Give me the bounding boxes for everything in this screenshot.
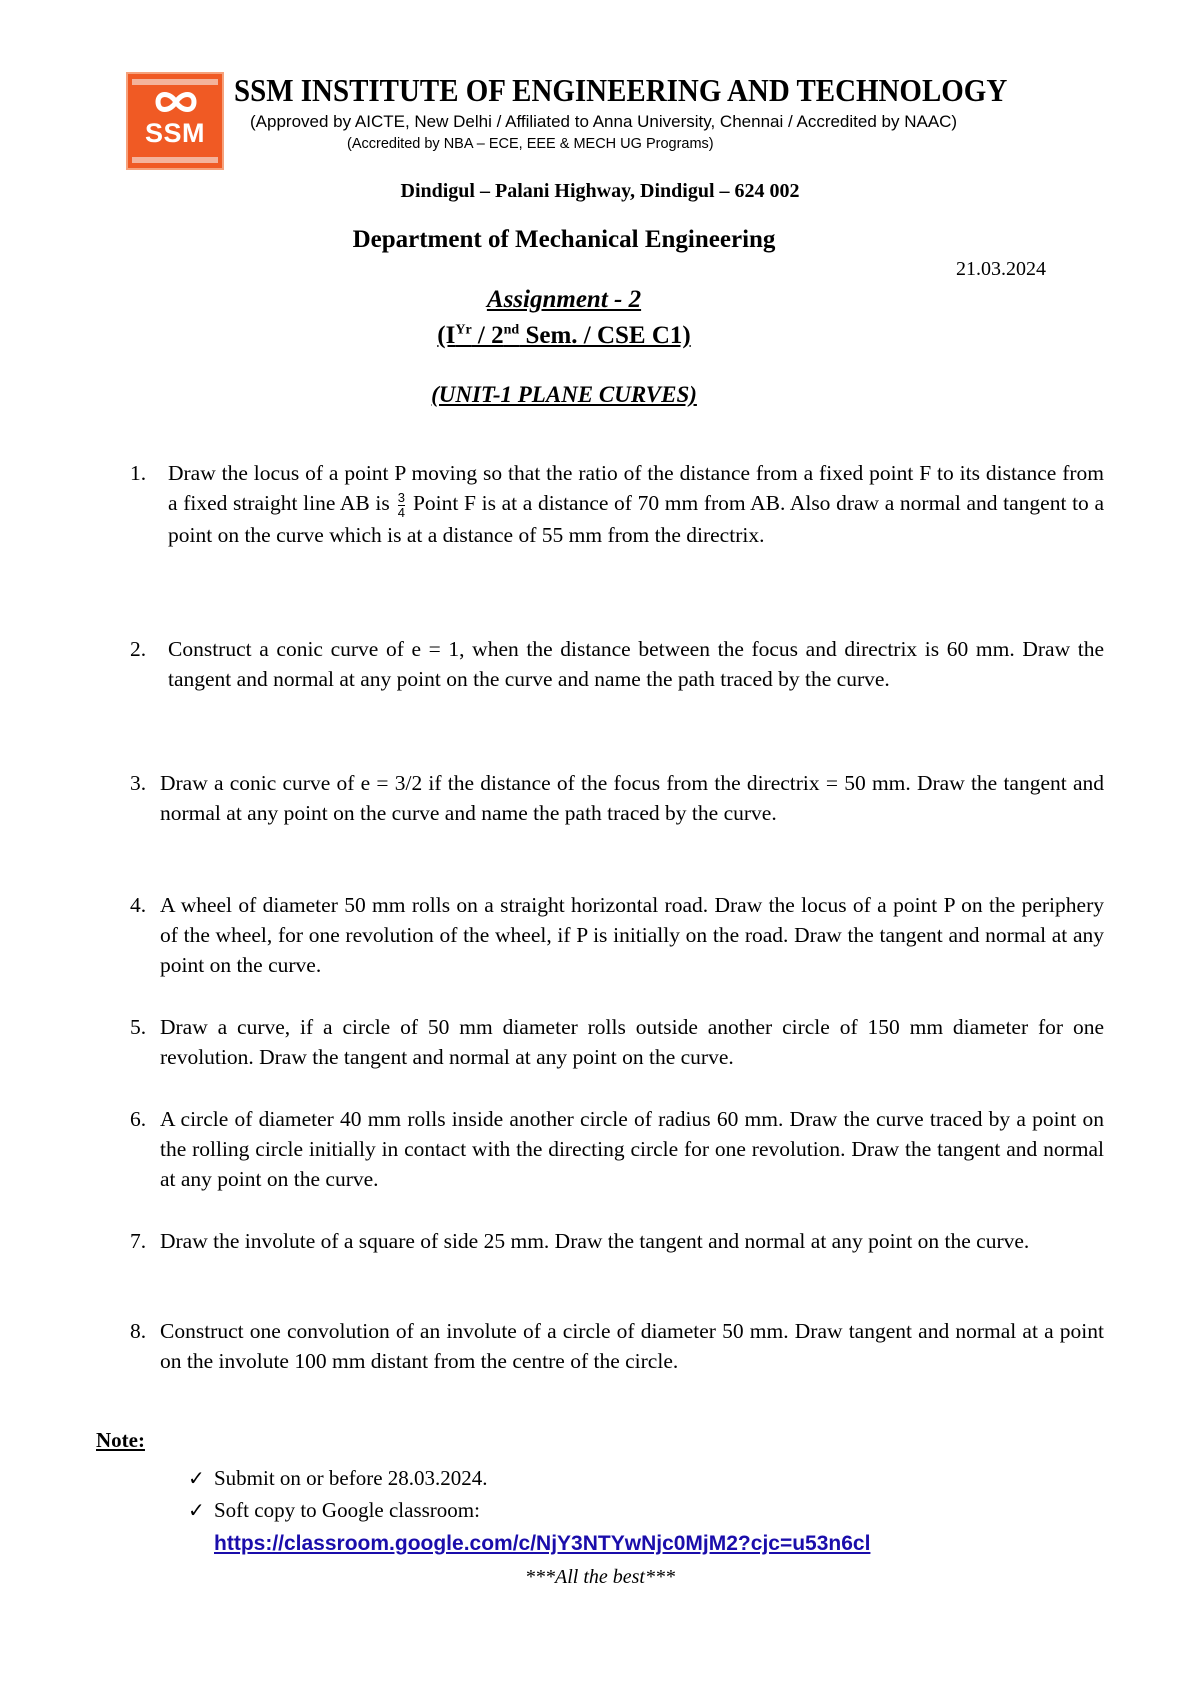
question-number: 2. <box>130 637 147 661</box>
fraction <box>398 491 405 520</box>
question-text-part: Point F is at a distance of 70 mm from AB. Also draw a normal and tangent to a point on the curve which is at a distance of 55 mm from the directrix. <box>168 491 1104 547</box>
question-number: 4. <box>130 893 147 917</box>
question-number: 7. <box>130 1229 147 1253</box>
date: 21.03.2024 <box>956 258 1046 280</box>
sem-sup: nd <box>503 322 520 338</box>
question-text: Construct one convolution of an involute of a circle of diameter 50 mm. Draw tangent and normal at a point on the involute 100 mm distant from the centre of the circle. <box>160 1319 1104 1373</box>
classroom-link[interactable]: https://classroom.google.com/c/NjY3NTYwNjc0MjM2?cjc=u53n6cl <box>214 1532 871 1555</box>
class-info <box>0 322 1128 350</box>
question-number: 5. <box>130 1015 147 1039</box>
institute-name: SSM INSTITUTE OF ENGINEERING AND TECHNOLOGY <box>234 72 1008 108</box>
question-text: A wheel of diameter 50 mm rolls on a straight horizontal road. Draw the locus of a point P on the periphery of the wheel, for one revolution of the wheel, if P is initially on the road. Draw the tangent and normal at any point on the curve. <box>160 893 1104 977</box>
question-text: A circle of diameter 40 mm rolls inside another circle of radius 60 mm. Draw the curve traced by a point on the rolling circle initially in contact with the directing circle for one revolution. Draw the tangent and normal at any point on the curve. <box>160 1107 1104 1191</box>
note-item: Soft copy to Google classroom: <box>214 1498 480 1522</box>
year-sup: Yr <box>455 322 472 338</box>
accreditation-line: (Accredited by NBA – ECE, EEE & MECH UG Programs) <box>347 136 714 152</box>
logo-top-band <box>132 79 218 85</box>
year-mid: / 2 <box>471 322 504 349</box>
address: Dindigul – Palani Highway, Dindigul – 624 002 <box>400 180 800 202</box>
note-item: Submit on or before 28.03.2024. <box>214 1466 488 1490</box>
assignment-title: Assignment - 2 <box>486 286 642 313</box>
question-text: Draw a conic curve of e = 3/2 if the distance of the focus from the directrix = 50 mm. Draw the tangent and normal at any point on the curve and name the path traced by the curve. <box>160 771 1104 825</box>
infinity-icon <box>154 90 198 114</box>
department-title: Department of Mechanical Engineering <box>352 226 776 253</box>
year-suffix: Sem. / CSE C1) <box>519 322 691 349</box>
fraction-numerator: 3 <box>397 489 405 505</box>
logo-bottom-band <box>132 157 218 163</box>
year-prefix: (I <box>437 322 456 349</box>
question-text: Construct a conic curve of e = 1, when the distance between the focus and directrix is 60 mm. Draw the tangent and normal at any point on the curve and name the path traced by the curve. <box>168 637 1104 691</box>
logo-text: SSM <box>144 118 205 148</box>
question-number: 1. <box>130 461 147 485</box>
question-number: 6. <box>130 1107 147 1131</box>
institute-logo <box>126 72 224 170</box>
question-text-part: Draw the locus of a point P moving so that the ratio of the distance from a fixed point F to its distance from a fixed straight line AB is <box>168 461 1104 515</box>
question-number: 8. <box>130 1319 147 1343</box>
question-number: 3. <box>130 771 147 795</box>
question-text: Draw the involute of a square of side 25 mm. Draw the tangent and normal at any point on the curve. <box>160 1229 1030 1253</box>
fraction-denominator: 4 <box>397 504 405 520</box>
closing-text: ***All the best*** <box>525 1566 675 1588</box>
question-text <box>168 458 1104 550</box>
approval-line: (Approved by AICTE, New Delhi / Affiliated to Anna University, Chennai / Accredited by NAAC) <box>250 112 958 131</box>
check-icon: ✓ <box>188 1500 205 1522</box>
unit-title: (UNIT-1 PLANE CURVES) <box>431 382 697 407</box>
question-text: Draw a curve, if a circle of 50 mm diameter rolls outside another circle of 150 mm diameter for one revolution. Draw the tangent and normal at any point on the curve. <box>160 1015 1104 1069</box>
note-label: Note: <box>96 1428 145 1452</box>
check-icon: ✓ <box>188 1468 205 1490</box>
